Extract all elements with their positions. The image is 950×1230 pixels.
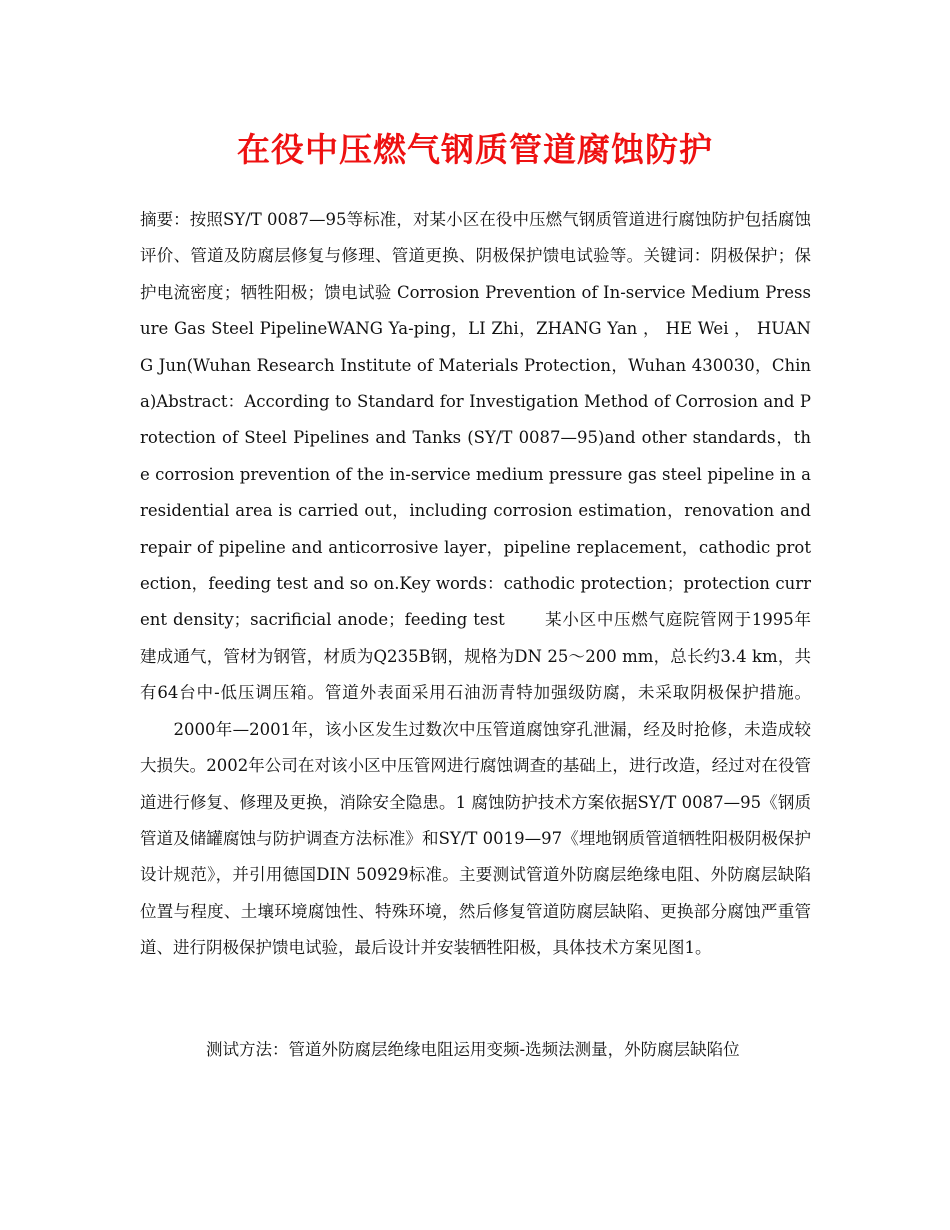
document-title: 在役中压燃气钢质管道腐蚀防护	[237, 130, 713, 169]
body-paragraph-test-method: 测试方法：管道外防腐层绝缘电阻运用变频-选频法测量，外防腐层缺陷位	[206, 1040, 740, 1059]
body-paragraph-abstract: 摘要：按照SY/T 0087—95等标准，对某小区在役中压燃气钢质管道进行腐蚀防护包括腐蚀评价、管道及防腐层修复与修理、管道更换、阴极保护馈电试验等。关键词：阴极保护；保护电流密度；牺牲阳极；馈电试验 Corrosion Prevention of In-service Medium Pressure Gas Steel PipelineWANG Ya-ping，LI Zhi，ZHANG Yan ， HE Wei ， HUANG Jun(Wuhan Research Institute of Materials Protection，Wuhan 430030，China)Abstract：According to Standard for Investigation Method of Corrosion and Protection of Steel Pipelines and Tanks (SY/T 0087—95)and other standards，the corrosion prevention of the in-service medium pressure gas steel pipeline in a residential area is carried out，including corrosion estimation，renovation and repair of pipeline and anticorrosive layer，pipeline replacement，cathodic protection，feeding test and so on.Key words：cathodic protection；protection current density；sacrificial anode；feeding test 某小区中压燃气庭院管网于1995年建成通气，管材为钢管，材质为Q235B钢，规格为DN 25～200 mm，总长约3.4 km，共有64台中-低压调压箱。管道外表面采用石油沥青特加强级防腐，未采取阴极保护措施。 2000年—2001年，该小区发生过数次中压管道腐蚀穿孔泄漏，经及时抢修，未造成较大损失。2002年公司在对该小区中压管网进行腐蚀调查的基础上，进行改造，经过对在役管道进行修复、修理及更换，消除安全隐患。1 腐蚀防护技术方案依据SY/T 0087—95《钢质管道及储罐腐蚀与防护调查方法标准》和SY/T 0019—97《埋地钢质管道牺牲阳极阴极保护设计规范》，并引用德国DIN 50929标准。主要测试管道外防腐层绝缘电阻、外防腐层缺陷位置与程度、土壤环境腐蚀性、特殊环境，然后修复管道防腐层缺陷、更换部分腐蚀严重管道、进行阴极保护馈电试验，最后设计并安装牺牲阳极，具体技术方案见图1。	[140, 210, 811, 958]
